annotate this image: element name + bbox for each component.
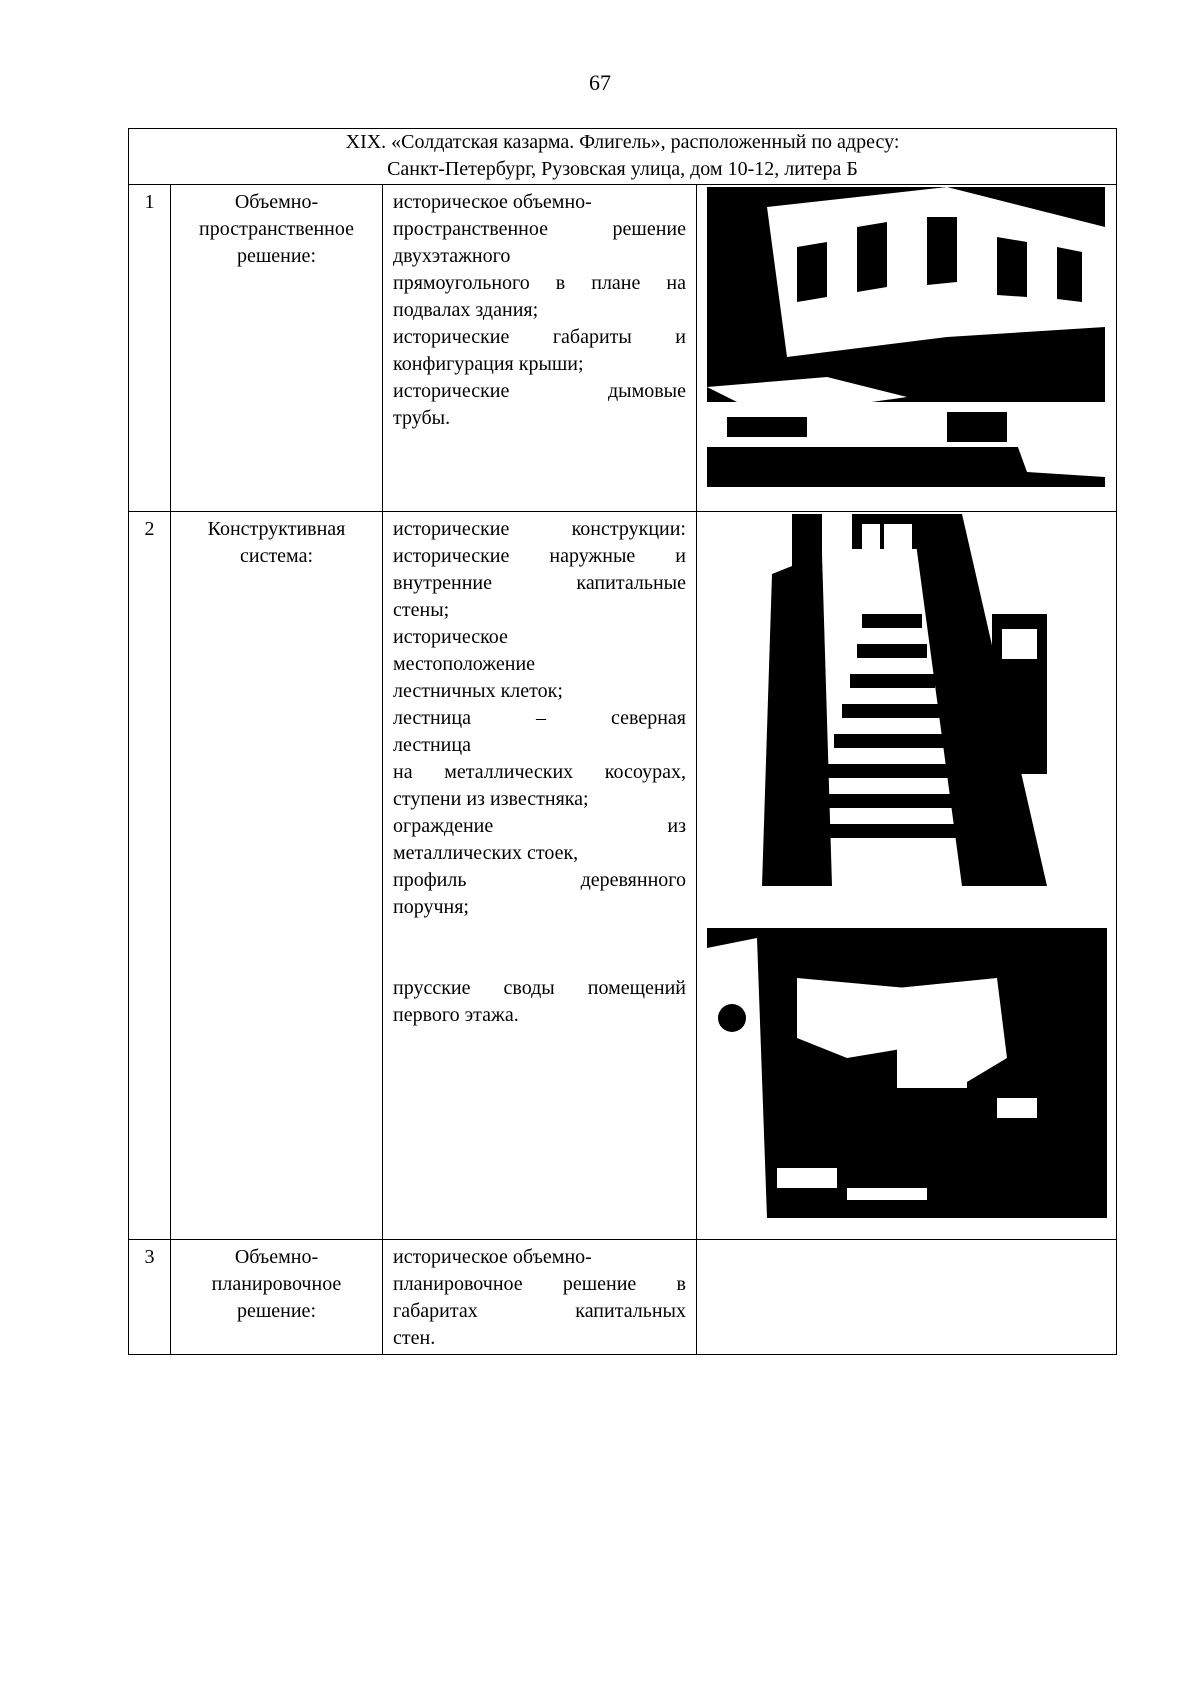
row-description: историческое объемно- пространственное решение двухэтажного прямоугольного в плане на подвалах здания; исторические габариты и конфигурация крыши; исторические дымовые трубы. <box>383 185 697 512</box>
building-facade-photo <box>707 187 1105 487</box>
row-photos <box>697 512 1117 1240</box>
table-row <box>129 185 1117 512</box>
title-line-2: Санкт-Петербург, Рузовская улица, дом 10-12, литера Б <box>387 158 858 180</box>
vaulted-ceiling-photo <box>707 918 1107 1218</box>
row-description: историческое объемно- планировочное решение в габаритах капитальных стен. <box>383 1240 697 1355</box>
row-number: 1 <box>129 185 171 512</box>
table-title <box>129 129 1117 185</box>
table-row <box>129 1240 1117 1355</box>
row-photos-empty <box>697 1240 1117 1355</box>
table-title-row <box>129 129 1117 185</box>
staircase-photo <box>762 514 1047 886</box>
row-description: исторические конструкции: исторические наружные и внутренние капитальные стены; историческое местоположение лестничных клеток; лестница – северная лестница на металлических косоурах, ступени из известняка; ограждение из металлических стоек, профиль деревянного поручня; прусские своды помещений первого этажа. <box>383 512 697 1240</box>
title-line-1: XIX. «Солдатская казарма. Флигель», расположенный по адресу: <box>345 131 900 153</box>
heritage-object-table <box>128 128 1117 1355</box>
page-number: 67 <box>589 70 611 95</box>
row-name: Конструктивная система: <box>171 512 383 1240</box>
row-name: Объемно- планировочное решение: <box>171 1240 383 1355</box>
table-row <box>129 512 1117 1240</box>
row-number: 3 <box>129 1240 171 1355</box>
row-number: 2 <box>129 512 171 1240</box>
row-name: Объемно- пространственное решение: <box>171 185 383 512</box>
row-photos <box>697 185 1117 512</box>
